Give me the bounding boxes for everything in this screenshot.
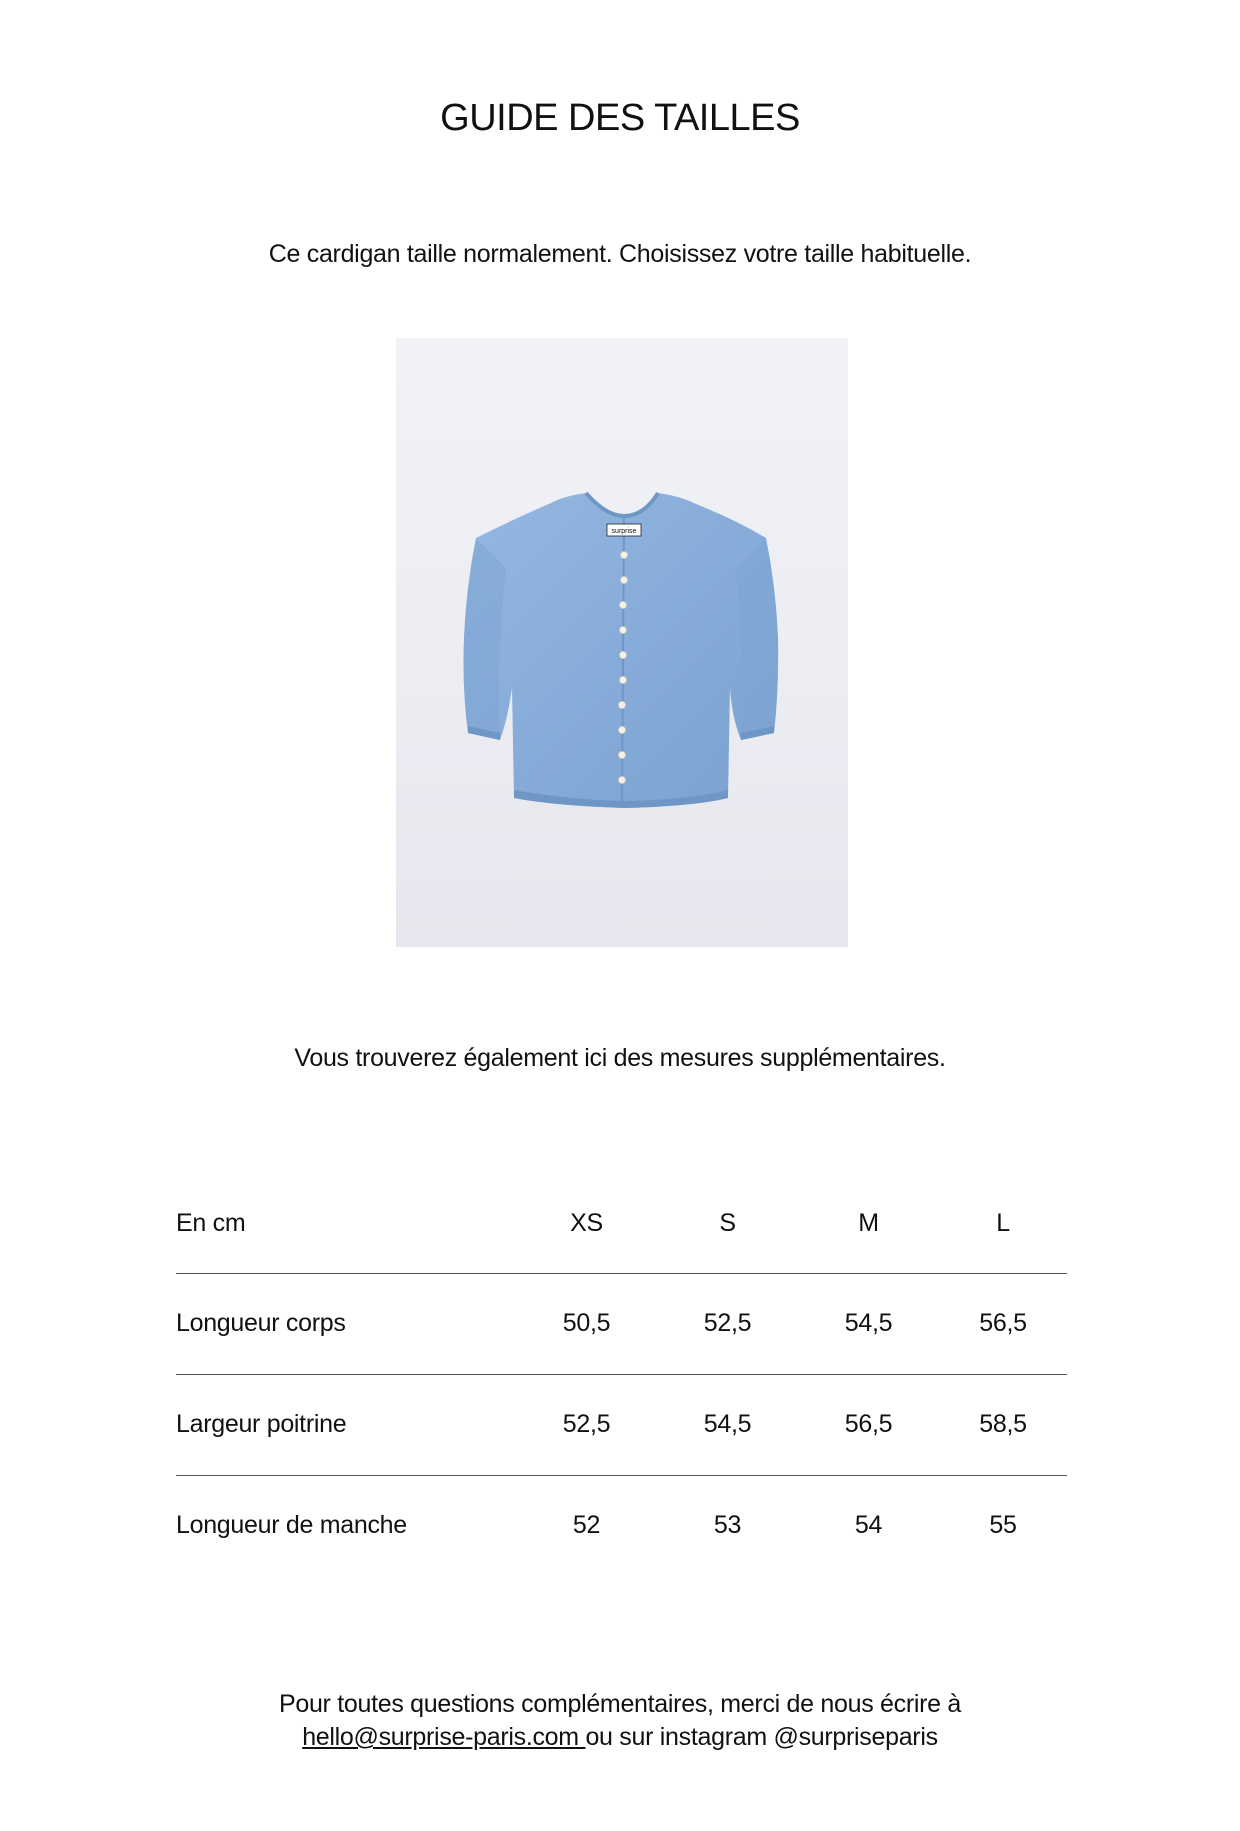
cell-value: 58,5 <box>939 1374 1067 1475</box>
size-header-m: M <box>798 1195 939 1273</box>
contact-line-2 <box>0 1721 1240 1754</box>
size-table <box>176 1195 1067 1576</box>
size-header-s: S <box>657 1195 798 1273</box>
table-row <box>176 1273 1067 1374</box>
table-row <box>176 1374 1067 1475</box>
cell-value: 50,5 <box>516 1273 657 1374</box>
row-label: Longueur corps <box>176 1273 516 1374</box>
cell-value: 52 <box>572 1511 601 1539</box>
brand-label-text: surprise <box>611 528 637 535</box>
contact-info <box>0 1688 1240 1754</box>
unit-header: En cm <box>176 1195 516 1273</box>
size-header-xs: XS <box>516 1195 657 1273</box>
row-label: Longueur de manche <box>176 1511 407 1539</box>
measurements-note: Vous trouverez également ici des mesures supplémentaires. <box>294 1044 946 1072</box>
cell-value: 55 <box>989 1511 1017 1539</box>
cell-value: 56,5 <box>939 1273 1067 1374</box>
page-title: GUIDE DES TAILLES <box>440 97 800 140</box>
cell-value: 54 <box>854 1511 883 1539</box>
intro-text: Ce cardigan taille normalement. Choisissez votre taille habituelle. <box>268 240 972 268</box>
cell-value: 52,5 <box>657 1273 798 1374</box>
cell-value: 53 <box>713 1511 742 1539</box>
table-header-row <box>176 1195 1067 1273</box>
size-header-l: L <box>939 1195 1067 1273</box>
cell-value: 54,5 <box>798 1273 939 1374</box>
cell-value: 56,5 <box>798 1374 939 1475</box>
cardigan-illustration <box>396 338 848 947</box>
table-row <box>176 1475 1067 1576</box>
cardigan-body <box>464 493 779 808</box>
cell-value: 52,5 <box>516 1374 657 1475</box>
contact-line-1: Pour toutes questions complémentaires, merci de nous écrire à <box>278 1690 962 1718</box>
row-label: Largeur poitrine <box>176 1374 516 1475</box>
cell-value: 54,5 <box>657 1374 798 1475</box>
product-photo <box>396 338 848 947</box>
email-link[interactable]: hello@surprise-paris.com <box>302 1723 586 1751</box>
instagram-text: ou sur instagram @surpriseparis <box>585 1723 938 1751</box>
